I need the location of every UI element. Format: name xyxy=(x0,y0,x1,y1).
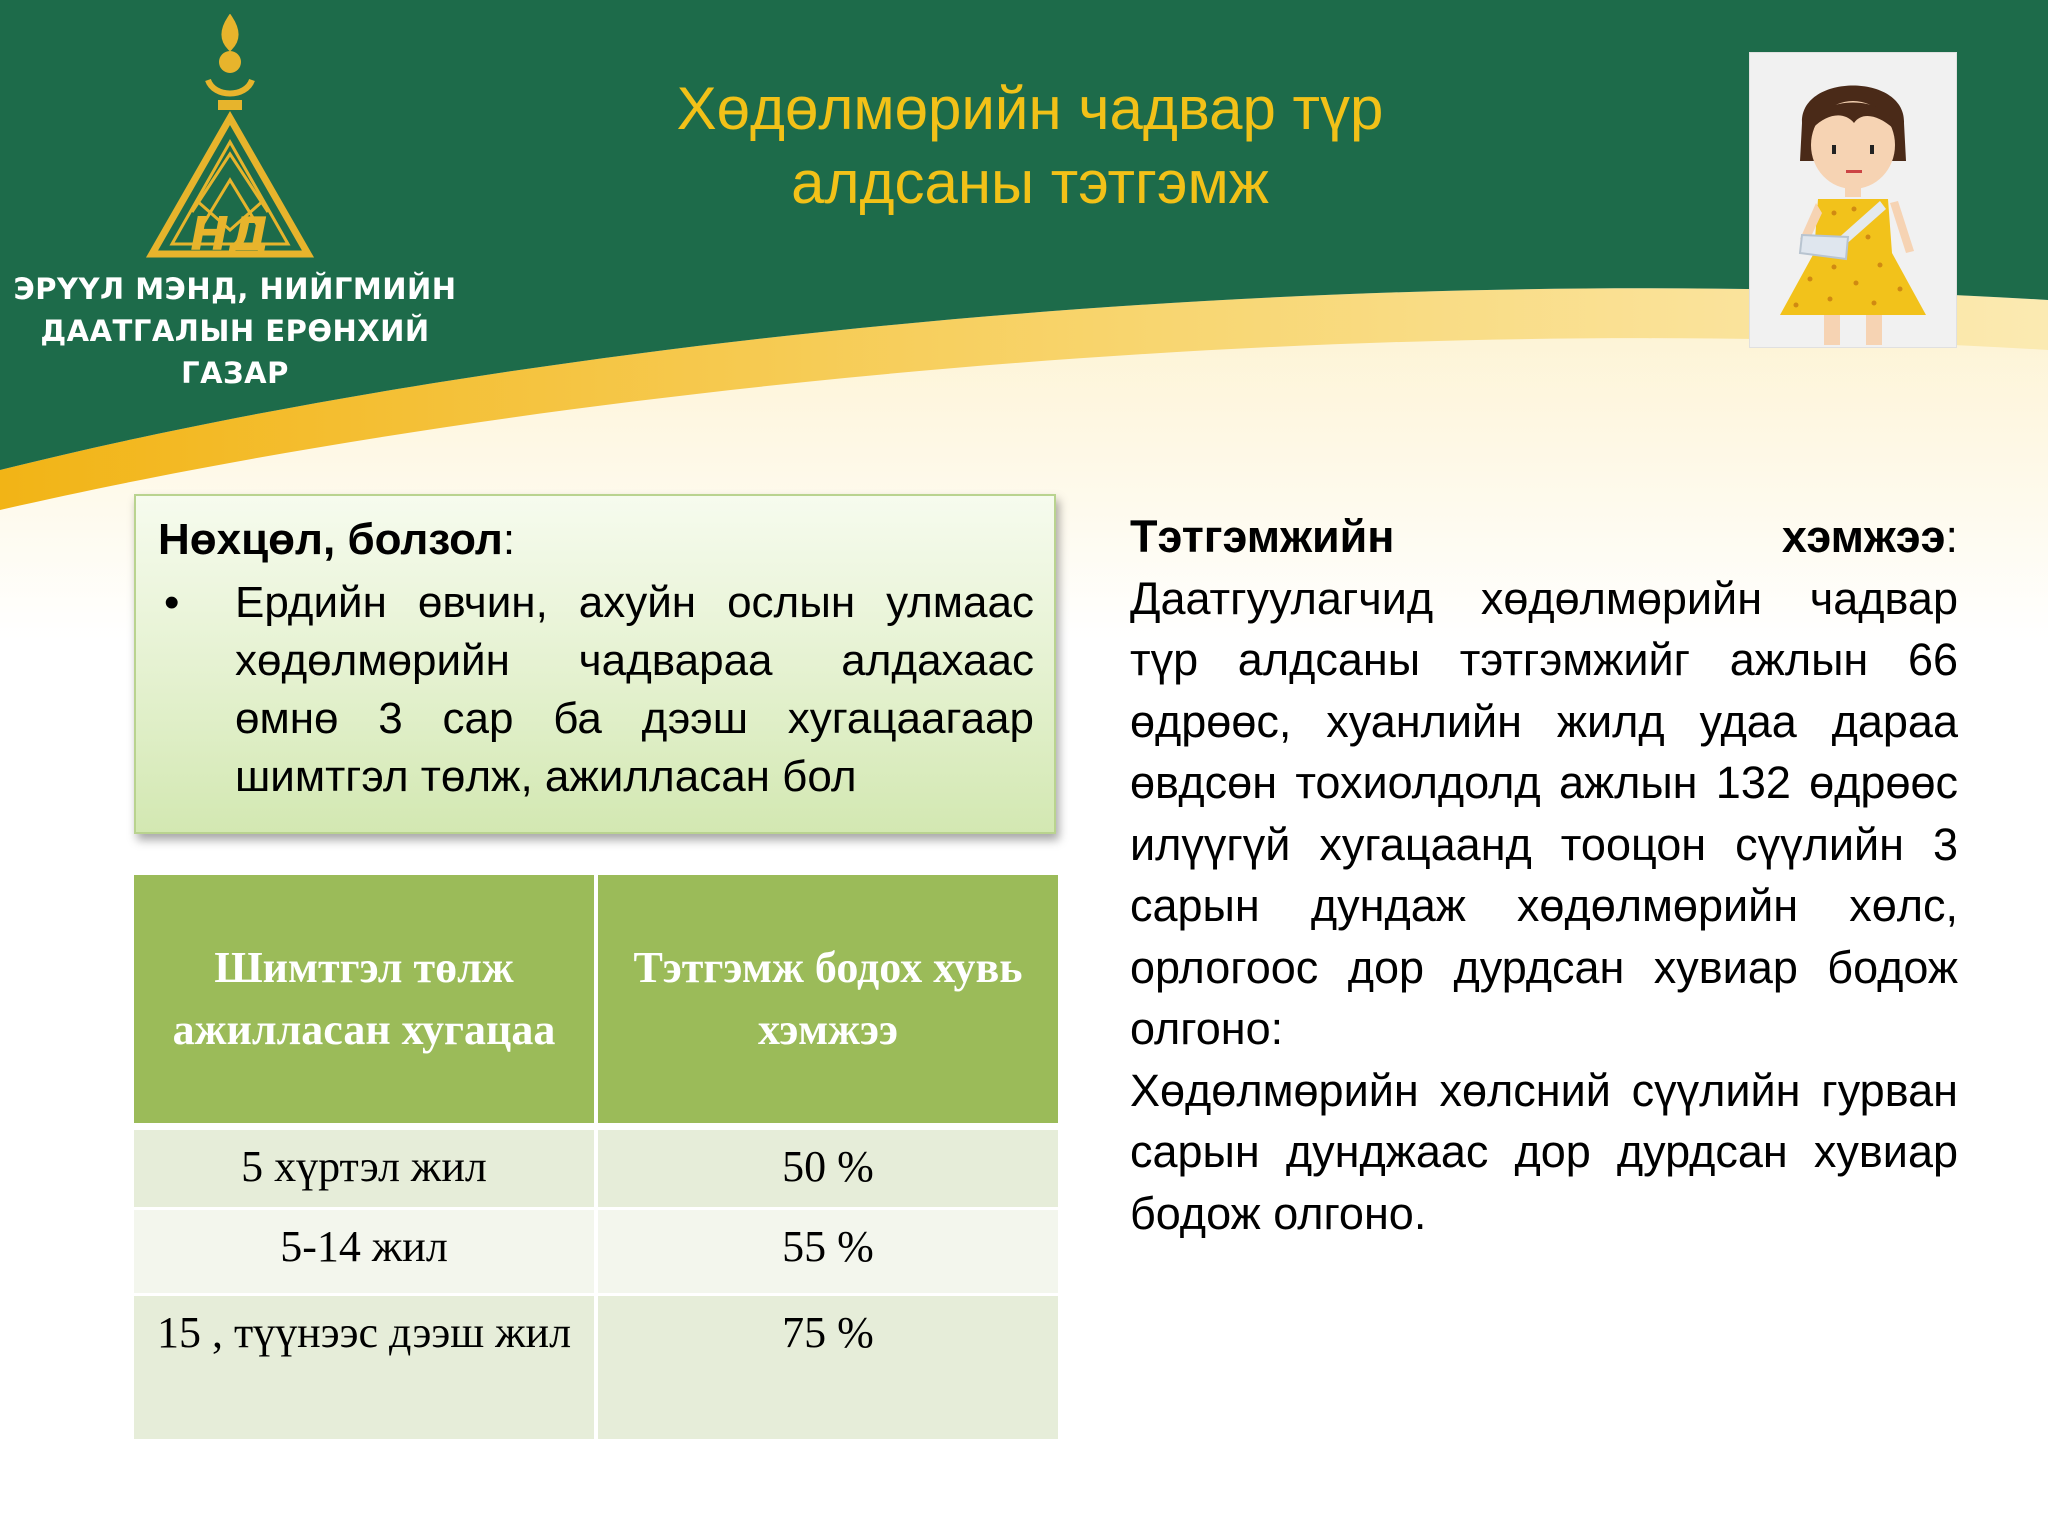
bullet-icon: • xyxy=(164,578,180,627)
slide-title xyxy=(560,72,1500,220)
conditions-title-text: Нөхцөл, болзол xyxy=(158,515,503,564)
benefit-amount-paragraph-1: Даатгуулагчид хөдөлмөрийн чадвар түр алдсаны тэтгэмжийг ажлын 66 өдрөөс, хуанлийн жилд удаа дараа өвдсөн тохиолдолд ажлын 132 өдрөөс илүүгүй хугацаанд тооцон сүүлийн 3 сарын дундаж хөдөлмөрийн хөлс, орлогоос дор дурдсан хувиар бодож олгоно: xyxy=(1130,572,1958,1054)
benefit-amount-paragraph-2: Хөдөлмөрийн хөлсний сүүлийн гурван сарын дунджаас дор дурдсан хувиар бодож олгоно. xyxy=(1130,1064,1958,1239)
benefit-amount-section xyxy=(1130,506,1958,1244)
table-row xyxy=(134,1294,1058,1440)
svg-text:НД: НД xyxy=(190,207,270,261)
conditions-item xyxy=(158,574,1034,806)
table-row xyxy=(134,1126,1058,1208)
benefit-rate-table xyxy=(134,875,1058,1442)
benefit-amount-title xyxy=(1130,506,1958,568)
benefit-amount-title-text: Тэтгэмжийн хэмжээ xyxy=(1130,511,1946,562)
table-cell-rate: 75 % xyxy=(596,1294,1058,1440)
conditions-item-text: Ердийн өвчин, ахуйн ослын улмаас хөдөлмөрийн чадвараа алдахаас өмнө 3 сар ба дээш хугацаагаар шимтгэл төлж, ажилласан бол xyxy=(235,578,1034,801)
organization-logo xyxy=(130,14,330,272)
table-cell-period: 5 хүртэл жил xyxy=(134,1126,596,1208)
conditions-box xyxy=(134,494,1056,834)
table-cell-rate: 50 % xyxy=(596,1126,1058,1208)
conditions-title-colon: : xyxy=(502,515,516,564)
organization-name xyxy=(0,268,470,394)
table-cell-rate: 55 % xyxy=(596,1208,1058,1294)
conditions-title xyxy=(158,510,1034,570)
title-line2: алдсаны тэтгэмж xyxy=(791,149,1269,216)
title-line1: Хөдөлмөрийн чадвар түр xyxy=(676,75,1384,142)
table-row xyxy=(134,1208,1058,1294)
column-header-rate: Тэтгэмж бодох хувь хэмжээ xyxy=(596,875,1058,1126)
injured-girl-illustration xyxy=(1749,52,1957,348)
org-name-line1: ЭРҮҮЛ МЭНД, НИЙГМИЙН xyxy=(13,272,457,306)
benefit-amount-title-colon: : xyxy=(1945,511,1958,562)
table-cell-period: 5-14 жил xyxy=(134,1208,596,1294)
org-name-line2: ДААТГАЛЫН ЕРӨНХИЙ ГАЗАР xyxy=(40,314,430,390)
table-header-row xyxy=(134,875,1058,1126)
table-cell-period: 15 , түүнээс дээш жил xyxy=(134,1294,596,1440)
column-header-period: Шимтгэл төлж ажилласан хугацаа xyxy=(134,875,596,1126)
